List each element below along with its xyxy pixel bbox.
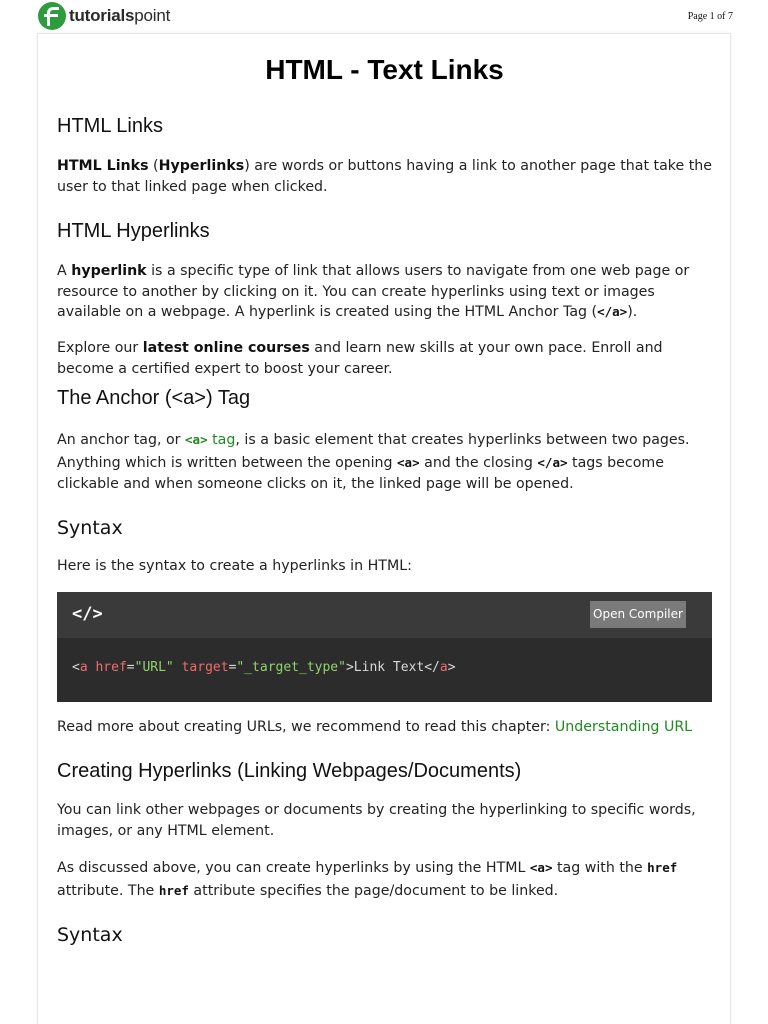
a-tag-link[interactable]: <a> tag (185, 432, 236, 448)
page-title: HTML - Text Links (265, 54, 504, 85)
paragraph-anchor-tag: An anchor tag, or <a> tag, is a basic element that creates hyperlinks between two pages. Anything which is written between the opening <a> and the closing </a> tags become clickable and when someone clicks on it, the linked page will be opened. (57, 432, 690, 492)
paragraph-read-more: Read more about creating URLs, we recommend to read this chapter: Understanding URL (57, 719, 693, 735)
logo-mark-icon (38, 2, 66, 30)
heading-syntax-2: Syntax (57, 924, 123, 946)
paragraph-creating-2: As discussed above, you can create hyperlinks by using the HTML <a> tag with the href attribute. The href attribute specifies the page/document to be linked. (57, 860, 678, 899)
heading-html-hyperlinks: HTML Hyperlinks (57, 220, 210, 242)
paragraph-html-links: HTML Links (Hyperlinks) are words or buttons having a link to another page that take the user to that linked page when clicked. (57, 158, 713, 195)
page-number: Page 1 of 7 (687, 11, 733, 22)
document-page (38, 34, 730, 1024)
heading-html-links: HTML Links (57, 115, 163, 137)
tutorialspoint-logo[interactable] (38, 2, 170, 30)
heading-syntax: Syntax (57, 517, 123, 539)
latest-courses-link[interactable]: latest online courses (142, 340, 310, 356)
heading-creating-hyperlinks: Creating Hyperlinks (Linking Webpages/Documents) (57, 760, 522, 782)
understanding-url-link[interactable]: Understanding URL (554, 719, 693, 735)
open-compiler-button[interactable]: Open Compiler (590, 601, 686, 628)
paragraph-creating-1: You can link other webpages or documents by creating the hyperlinking to specific words, images, or any HTML element. (57, 802, 696, 839)
code-line: <a href="URL" target="_target_type">Link Text</a> (72, 660, 456, 675)
top-bar (0, 0, 768, 32)
code-block-header (57, 592, 712, 638)
paragraph-hyperlink-definition: A hyperlink is a specific type of link that allows users to navigate from one web page or resource to another by clicking on it. You can create hyperlinks using text or images available on a webpage. A hyperlink is created using the HTML Anchor Tag (</a>). (57, 263, 690, 320)
code-block (57, 592, 712, 702)
heading-anchor-tag: The Anchor (<a>) Tag (57, 387, 251, 409)
logo-text: tutorialspoint (69, 6, 171, 25)
paragraph-syntax-intro: Here is the syntax to create a hyperlinks in HTML: (57, 558, 412, 574)
code-icon: </> (72, 604, 103, 624)
paragraph-courses-promo: Explore our latest online courses and learn new skills at your own pace. Enroll and become a certified expert to boost your career. (57, 340, 663, 377)
